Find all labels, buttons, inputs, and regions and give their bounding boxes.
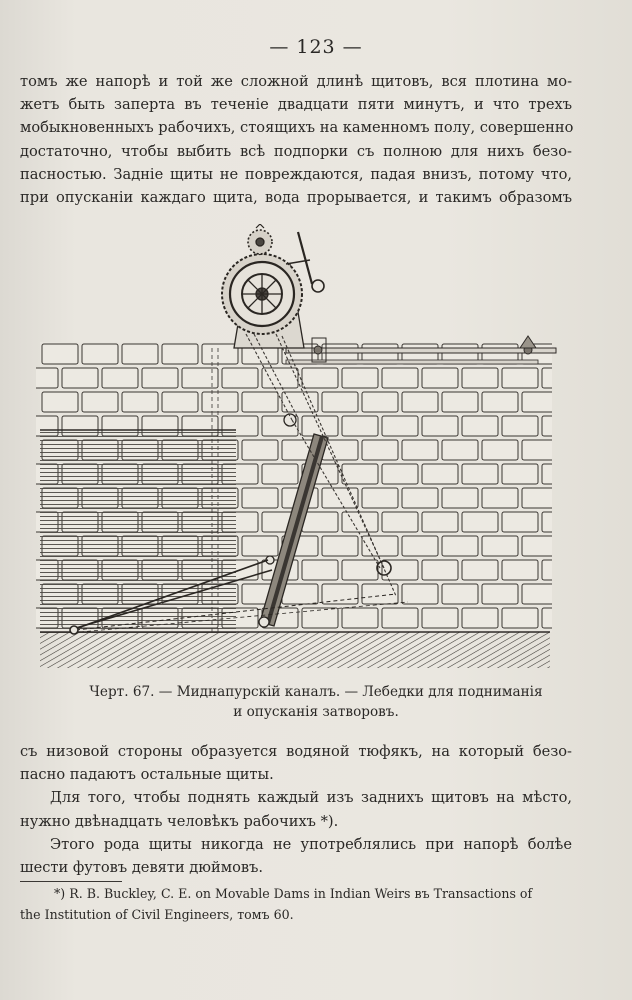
wall-brick (502, 560, 538, 580)
wall-brick (542, 464, 564, 484)
wall-brick (502, 464, 538, 484)
wall-brick (202, 392, 238, 412)
wall-brick (242, 392, 278, 412)
wall-brick (422, 608, 458, 628)
wall-brick (542, 368, 564, 388)
caption-line: и опусканія затворовъ. (233, 704, 399, 720)
text-line: достаточно, чтобы выбить всѣ подпорки съ полною для нихъ безо- (20, 142, 572, 160)
footnote-line: the Institution of Civil Engineers, томъ 60. (20, 907, 294, 922)
wall-brick (362, 392, 398, 412)
wall-brick (482, 392, 518, 412)
top-rail (286, 336, 556, 364)
wall-brick (542, 512, 564, 532)
wall-brick (362, 488, 398, 508)
text-line: шести футовъ девяти дюймовъ. (20, 859, 264, 877)
wall-brick (382, 512, 418, 532)
wall-brick (502, 608, 538, 628)
wall-brick (522, 440, 558, 460)
wall-brick (242, 536, 278, 556)
wall-brick (302, 512, 338, 532)
wall-brick (36, 368, 58, 388)
text-line: Этого рода щиты никогда не употреблялись при напорѣ болѣе (50, 835, 572, 853)
wall-brick (422, 512, 458, 532)
wall-brick (342, 560, 378, 580)
footnote-divider (20, 881, 122, 882)
wall-brick (522, 488, 558, 508)
wall-brick (262, 464, 298, 484)
wall-brick (342, 368, 378, 388)
wall-brick (42, 344, 78, 364)
wall-brick (382, 464, 418, 484)
wall-brick (442, 536, 478, 556)
paragraph-top (20, 70, 572, 209)
winch (222, 224, 324, 348)
wall-brick (322, 440, 358, 460)
wall-brick (342, 464, 378, 484)
wall-brick (302, 416, 338, 436)
text-line: Для того, чтобы поднять каждый изъ заднихъ щитовъ на мѣсто, (50, 789, 572, 807)
wall-brick (242, 488, 278, 508)
wall-brick (42, 392, 78, 412)
paragraph-bottom (20, 740, 572, 879)
wall-brick (462, 464, 498, 484)
figure-caption (0, 682, 632, 722)
wall-brick (382, 608, 418, 628)
wall-brick (402, 536, 438, 556)
wall-brick (322, 584, 358, 604)
text-line: нужно двѣнадцать человѣкъ рабочихъ *). (20, 812, 339, 830)
wall-brick (422, 560, 458, 580)
page-number: — 123 — (269, 36, 363, 58)
wall-brick (82, 392, 118, 412)
wall-brick (422, 464, 458, 484)
wall-brick (282, 584, 318, 604)
caption-line: Черт. 67. — Миднапурскій каналъ. — Лебедки для подниманія (89, 684, 543, 700)
wall-brick (362, 440, 398, 460)
wall-brick (402, 488, 438, 508)
wall-brick (542, 560, 564, 580)
wall-brick (502, 368, 538, 388)
wall-brick (322, 392, 358, 412)
wall-brick (182, 368, 218, 388)
text-line: томъ же напорѣ и той же сложной длинѣ щитовъ, вся плотина мо- (20, 73, 572, 90)
ground-hatching (40, 632, 550, 668)
wall-brick (542, 416, 564, 436)
wall-brick (302, 560, 338, 580)
wall-brick (162, 392, 198, 412)
wall-brick (382, 416, 418, 436)
wall-brick (422, 416, 458, 436)
wall-brick (442, 584, 478, 604)
wall-brick (462, 368, 498, 388)
wall-brick (402, 440, 438, 460)
text-line: мобыкновенныхъ рабочихъ, стоящихъ на каменномъ полу, совершенно (20, 119, 574, 137)
wall-brick (222, 368, 258, 388)
text-line: съ низовой стороны образуется водяной тюфякъ, на который безо- (20, 743, 572, 760)
wall-brick (162, 344, 198, 364)
wall-brick (382, 560, 418, 580)
wall-brick (522, 392, 558, 412)
text-line: пасностью. Задніе щиты не повреждаются, падая внизъ, потому что, (20, 165, 572, 183)
wall-brick (102, 368, 138, 388)
text-line: при опусканіи каждаго щита, вода прорывается, и такимъ образомъ (20, 189, 572, 207)
wall-brick (302, 608, 338, 628)
wall-brick (482, 584, 518, 604)
wall-brick (242, 440, 278, 460)
wall-brick (442, 488, 478, 508)
wall-brick (462, 608, 498, 628)
wall-brick (282, 392, 318, 412)
footnote-line: *) R. B. Buckley, C. E. on Movable Dams in Indian Weirs въ Transactions of (54, 886, 533, 901)
wall-brick (122, 392, 158, 412)
footnote (20, 883, 572, 925)
text-line: пасно падаютъ остальные щиты. (20, 766, 274, 784)
wall-brick (402, 584, 438, 604)
wall-brick (462, 416, 498, 436)
wall-brick (82, 344, 118, 364)
wall-brick (402, 392, 438, 412)
wall-brick (442, 392, 478, 412)
wall-brick (482, 440, 518, 460)
figure-winch-engraving (36, 224, 564, 674)
wall-brick (442, 440, 478, 460)
wall-brick (382, 368, 418, 388)
wall-brick (482, 536, 518, 556)
wall-brick (202, 344, 238, 364)
wall-brick (142, 368, 178, 388)
wall-brick (422, 368, 458, 388)
wall-brick (302, 368, 338, 388)
wall-brick (542, 608, 564, 628)
wall-brick (522, 536, 558, 556)
water-body (40, 430, 236, 634)
wall-brick (322, 536, 358, 556)
wall-brick (502, 512, 538, 532)
wall-brick (462, 512, 498, 532)
wall-brick (522, 584, 558, 604)
wall-brick (122, 344, 158, 364)
wall-brick (342, 608, 378, 628)
wall-brick (342, 416, 378, 436)
wall-brick (502, 416, 538, 436)
text-line: жетъ быть заперта въ теченіе двадцати пяти минутъ, и что трехъ (20, 96, 572, 114)
wall-brick (462, 560, 498, 580)
wall-brick (482, 488, 518, 508)
wall-brick (62, 368, 98, 388)
